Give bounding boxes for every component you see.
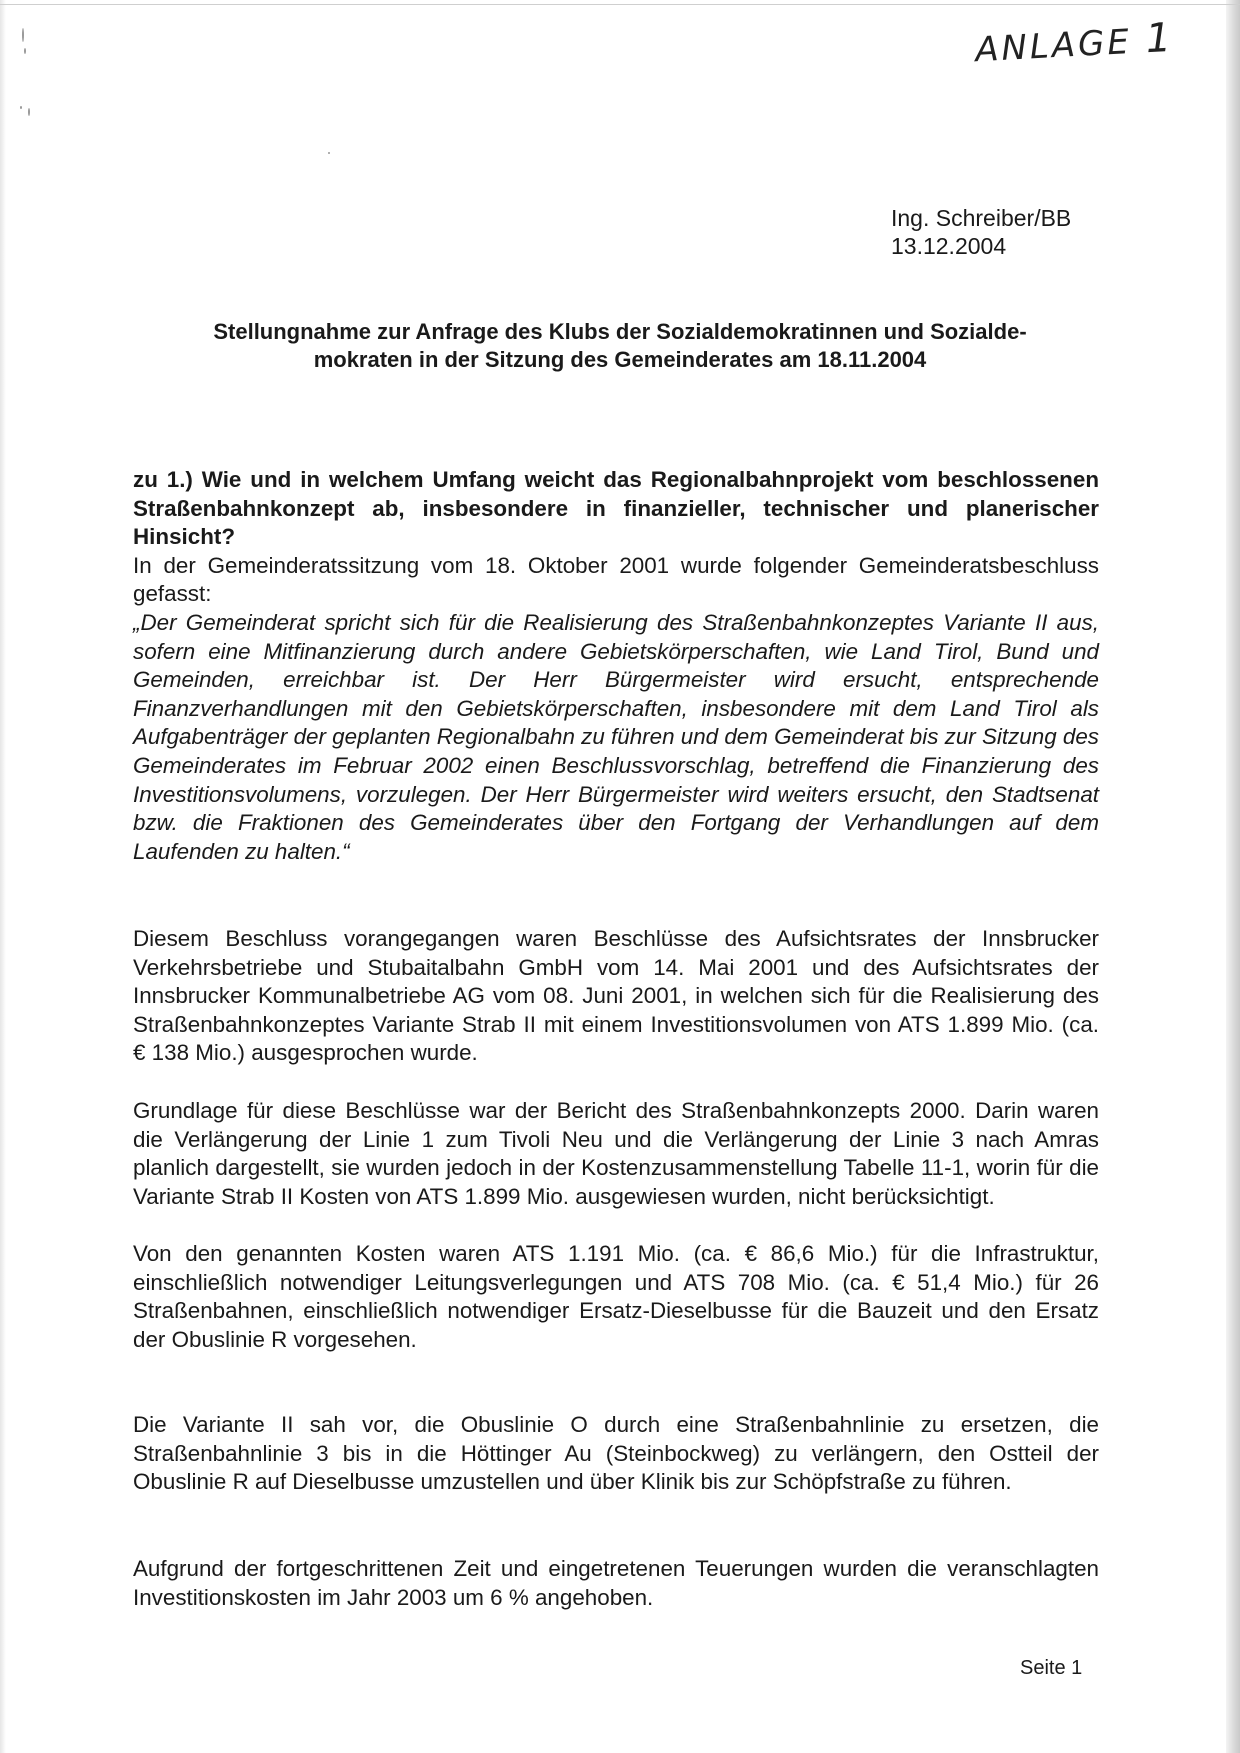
question-section	[133, 466, 1099, 866]
intro-paragraph: In der Gemeinderatssitzung vom 18. Oktober 2001 wurde folgender Gemeinderatsbeschluss gefasst:	[133, 552, 1099, 607]
paragraph-5: Aufgrund der fortgeschrittenen Zeit und eingetretenen Teuerungen wurden die veranschlagten Investitionskosten im Jahr 2003 um 6 % angehoben.	[133, 1556, 1099, 1610]
date-line: 13.12.2004	[891, 233, 1007, 259]
reference-block	[891, 204, 1071, 260]
author-line: Ing. Schreiber/BB	[891, 205, 1072, 231]
page-number: Seite 1	[1020, 1657, 1083, 1679]
title-line-1: Stellungnahme zur Anfrage des Klubs der Sozialdemokratinnen und Sozialde-	[213, 319, 1027, 344]
paragraph-3: Von den genannten Kosten waren ATS 1.191 Mio. (ca. € 86,6 Mio.) für die Infrastruktur, einschließlich notwendiger Leitungsverlegungen und ATS 708 Mio. (ca. € 51,4 Mio.) für 26 Straßenbahnen, einschließlich notwendiger Ersatz-Dieselbusse für die Bauzeit und den Ersatz der Obuslinie R vorgesehen.	[133, 1241, 1099, 1352]
scan-edge-right	[1226, 0, 1240, 1753]
scan-top-line	[0, 4, 1240, 5]
question-heading: zu 1.) Wie und in welchem Umfang weicht das Regionalbahnprojekt vom beschlossenen Straßenbahnkonzept ab, insbesondere in finanzieller, technischer und planerischer Hinsicht?	[133, 467, 1099, 550]
paragraph-4: Die Variante II sah vor, die Obuslinie O durch eine Straßenbahnlinie zu ersetzen, die Straßenbahnlinie 3 bis in die Höttinger Au (Steinbockweg) zu verlängern, den Ostteil der Obuslinie R auf Dieselbusse umzustellen und über Klinik bis zur Schöpfstraße zu führen.	[133, 1412, 1099, 1495]
annex-number: 1	[1144, 14, 1176, 63]
document-title	[120, 318, 1120, 374]
scan-edge-left	[0, 0, 6, 1753]
handwritten-annex-label	[974, 14, 1215, 80]
annex-word: ANLAGE	[974, 22, 1133, 71]
paragraph-2: Grundlage für diese Beschlüsse war der Bericht des Straßenbahnkonzepts 2000. Darin waren die Verlängerung der Linie 1 zum Tivoli Neu und die Verlängerung der Linie 3 nach Amras planlich dargestellt, sie wurden jedoch in der Kostenzusammenstellung Tabelle 11-1, worin für die Variante Strab II Kosten von ATS 1.899 Mio. ausgewiesen wurden, nicht berücksichtigt.	[133, 1098, 1099, 1209]
resolution-quote: „Der Gemeinderat spricht sich für die Realisierung des Straßenbahnkonzeptes Variante II aus, sofern eine Mitfinanzierung durch andere Gebietskörperschaften, wie Land Tirol, Bund und Gemeinden, erreichbar ist. Der Herr Bürgermeister wird ersucht, entsprechende Finanzverhandlungen mit den Gebietskörperschaften, insbesondere mit dem Land Tirol als Aufgabenträger der geplanten Regionalbahn zu führen und dem Gemeinderat bis zur Sitzung des Gemeinderates im Februar 2002 einen Beschlussvorschlag, betreffend die Finanzierung des Investitionsvolumens, vorzulegen. Der Herr Bürgermeister wird weiters ersucht, den Stadtsenat bzw. die Fraktionen des Gemeinderates über den Fortgang der Verhandlungen auf dem Laufenden zu halten.“	[133, 609, 1099, 864]
title-line-2: mokraten in der Sitzung des Gemeinderates am 18.11.2004	[313, 347, 927, 372]
paragraph-1: Diesem Beschluss vorangegangen waren Beschlüsse des Aufsichtsrates der Innsbrucker Verkehrsbetriebe und Stubaitalbahn GmbH vom 14. Mai 2001 und des Aufsichtsrates der Innsbrucker Kommunalbetriebe AG vom 08. Juni 2001, in welchen sich für die Realisierung des Straßenbahnkonzeptes Variante Strab II mit einem Investitionsvolumen von ATS 1.899 Mio. (ca. € 138 Mio.) ausgesprochen wurde.	[133, 926, 1099, 1066]
